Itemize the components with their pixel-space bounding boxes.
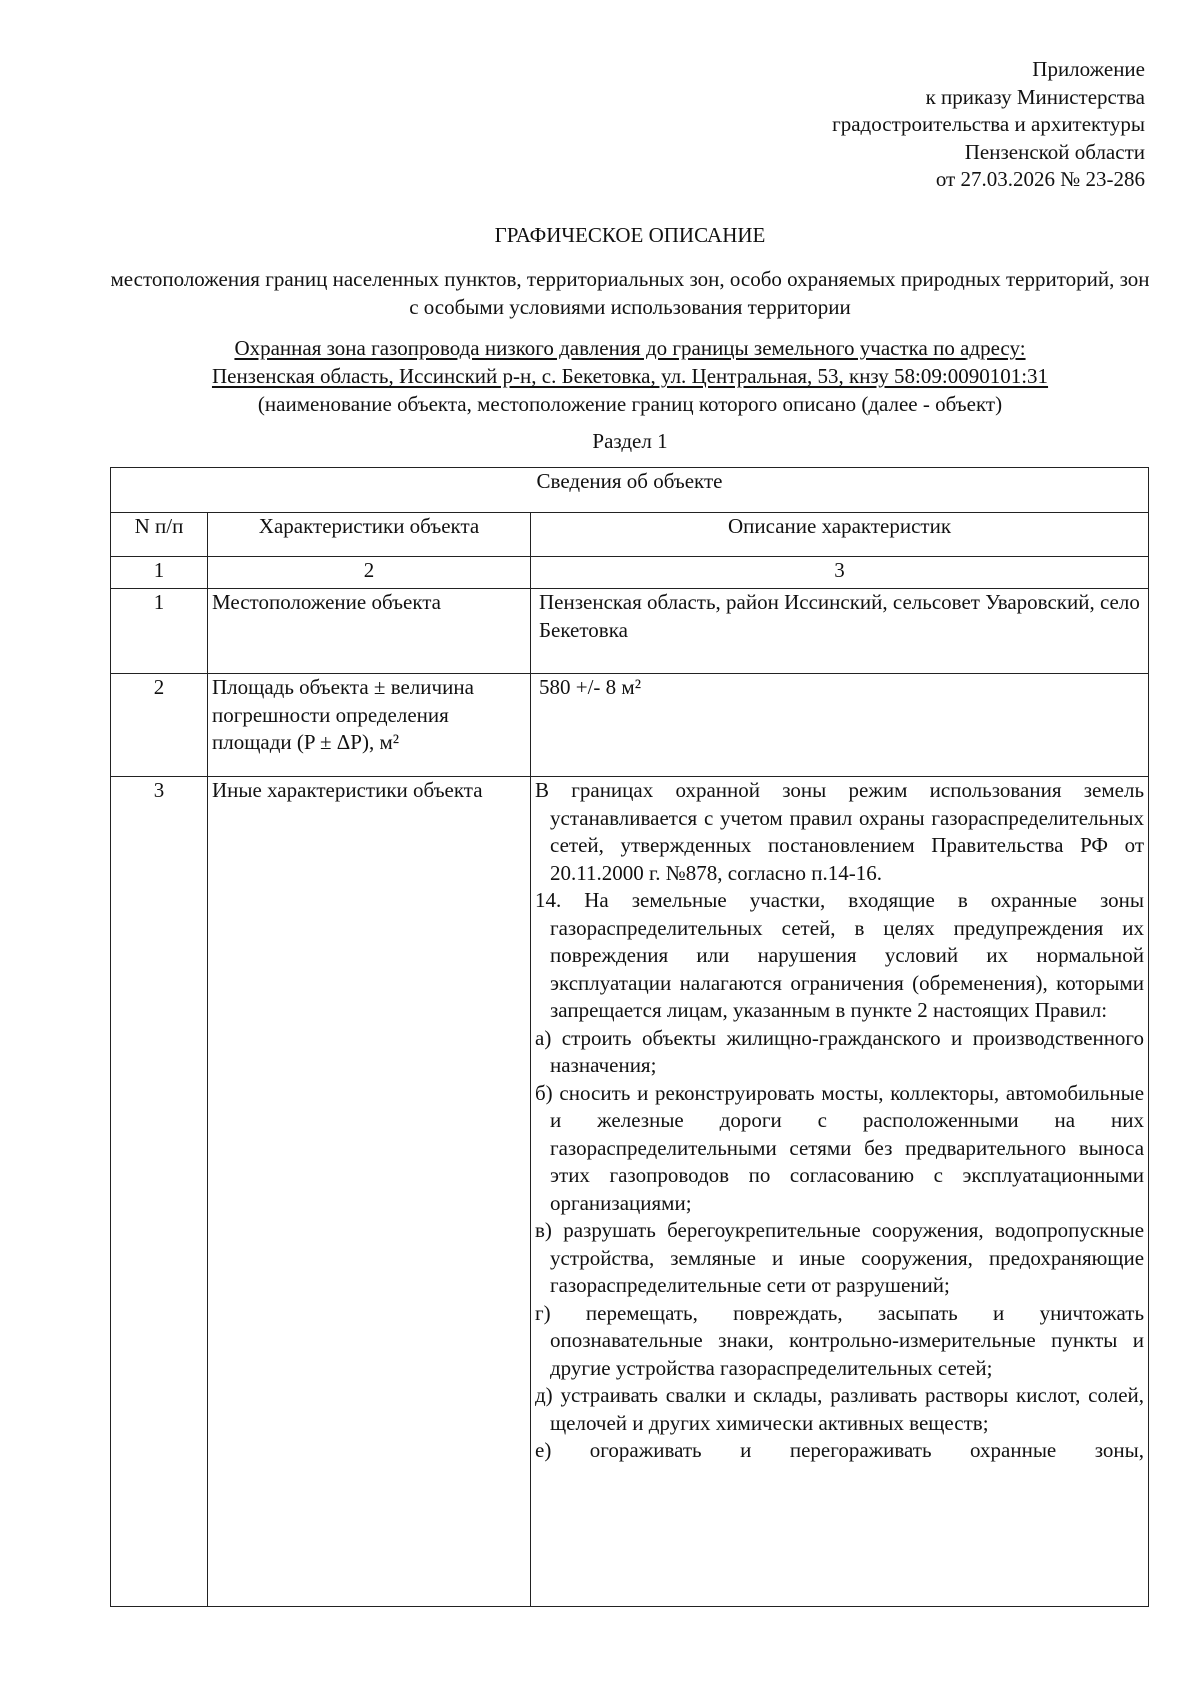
description-paragraph: 14. На земельные участки, входящие в охранные зоны газораспределительных сетей, в целях предупреждения их повреждения или нарушения условий их нормальной эксплуатации налагаются ограничения (обременения), которыми запрещается лицам, указанным в пункте 2 настоящих Правил: <box>535 888 1145 1022</box>
row-description: 580 +/- 8 м² <box>531 674 1149 777</box>
object-name-block <box>0 334 1200 418</box>
row-characteristic: Площадь объекта ± величина погрешности определения площади (P ± ΔP), м² <box>208 674 531 777</box>
header-characteristic: Характеристики объекта <box>208 513 531 557</box>
appendix-line: градостроительства и архитектуры <box>832 112 1145 136</box>
table-row <box>111 777 1149 1607</box>
description-paragraph: В границах охранной зоны режим использования земель устанавливается с учетом правил охраны газораспределительных сетей, утвержденных постановлением Правительства РФ от 20.11.2000 г. №878, согласно п.14-16. <box>535 778 1145 885</box>
section-heading: Раздел 1 <box>592 429 668 453</box>
document-subtitle: местоположения границ населенных пунктов, территориальных зон, особо охраняемых природных территорий, зон с особыми условиями использования территории <box>110 267 1150 319</box>
table-caption: Сведения об объекте <box>111 468 1149 513</box>
column-number-cell: 3 <box>531 557 1149 589</box>
appendix-line: Приложение <box>1032 57 1145 81</box>
appendix-line: Пензенской области <box>964 139 1145 164</box>
row-number: 2 <box>111 674 208 777</box>
appendix-line: к приказу Министерства <box>925 84 1145 109</box>
row-number: 1 <box>111 589 208 674</box>
row-characteristic: Иные характеристики объекта <box>208 777 531 1607</box>
row-description: Пензенская область, район Иссинский, сельсовет Уваровский, село Бекетовка <box>531 589 1149 674</box>
document-title: ГРАФИЧЕСКОЕ ОПИСАНИЕ <box>494 223 766 247</box>
appendix-block <box>832 56 1145 194</box>
restriction-item: д) устраивать свалки и склады, разливать растворы кислот, солей, щелочей и других химически активных веществ; <box>535 1383 1145 1435</box>
row-number: 3 <box>111 777 208 1607</box>
restriction-item: а) строить объекты жилищно-гражданского и производственного назначения; <box>535 1025 1145 1077</box>
restriction-item: в) разрушать берегоукрепительные сооружения, водопропускные устройства, земляные и иные сооружения, предохраняющие газораспределительные сети от разрушений; <box>535 1218 1145 1297</box>
appendix-date-number: от 27.03.2026 № 23-286 <box>935 167 1145 191</box>
column-number-cell: 2 <box>208 557 531 589</box>
object-name-note: (наименование объекта, местоположение границ которого описано (далее - объект) <box>257 392 1003 416</box>
restriction-item: г) перемещать, повреждать, засыпать и уничтожать опознавательные знаки, контрольно-измерительные пункты и другие устройства газораспределительных сетей; <box>535 1300 1145 1380</box>
column-number-cell: 1 <box>111 557 208 589</box>
object-info-table <box>110 467 1149 1607</box>
restriction-item: е) огораживать и перегораживать охранные зоны, <box>535 1438 1145 1462</box>
header-number: N п/п <box>111 513 208 557</box>
header-description: Описание характеристик <box>531 513 1149 557</box>
table-row <box>111 674 1149 777</box>
row-characteristic: Местоположение объекта <box>208 589 531 674</box>
object-name-line: Охранная зона газопровода низкого давления до границы земельного участка по адресу: <box>234 336 1026 360</box>
restriction-item: б) сносить и реконструировать мосты, коллекторы, автомобильные и железные дороги с расположенными на них газораспределительными сетями без предварительного выноса этих газопроводов по согласованию с эксплуатационными организациями; <box>535 1080 1145 1215</box>
row-description <box>531 777 1149 1607</box>
object-address-line: Пензенская область, Иссинский р-н, с. Бекетовка, ул. Центральная, 53, кнзу 58:09:0090101:31 <box>211 364 1049 388</box>
table-row <box>111 589 1149 674</box>
